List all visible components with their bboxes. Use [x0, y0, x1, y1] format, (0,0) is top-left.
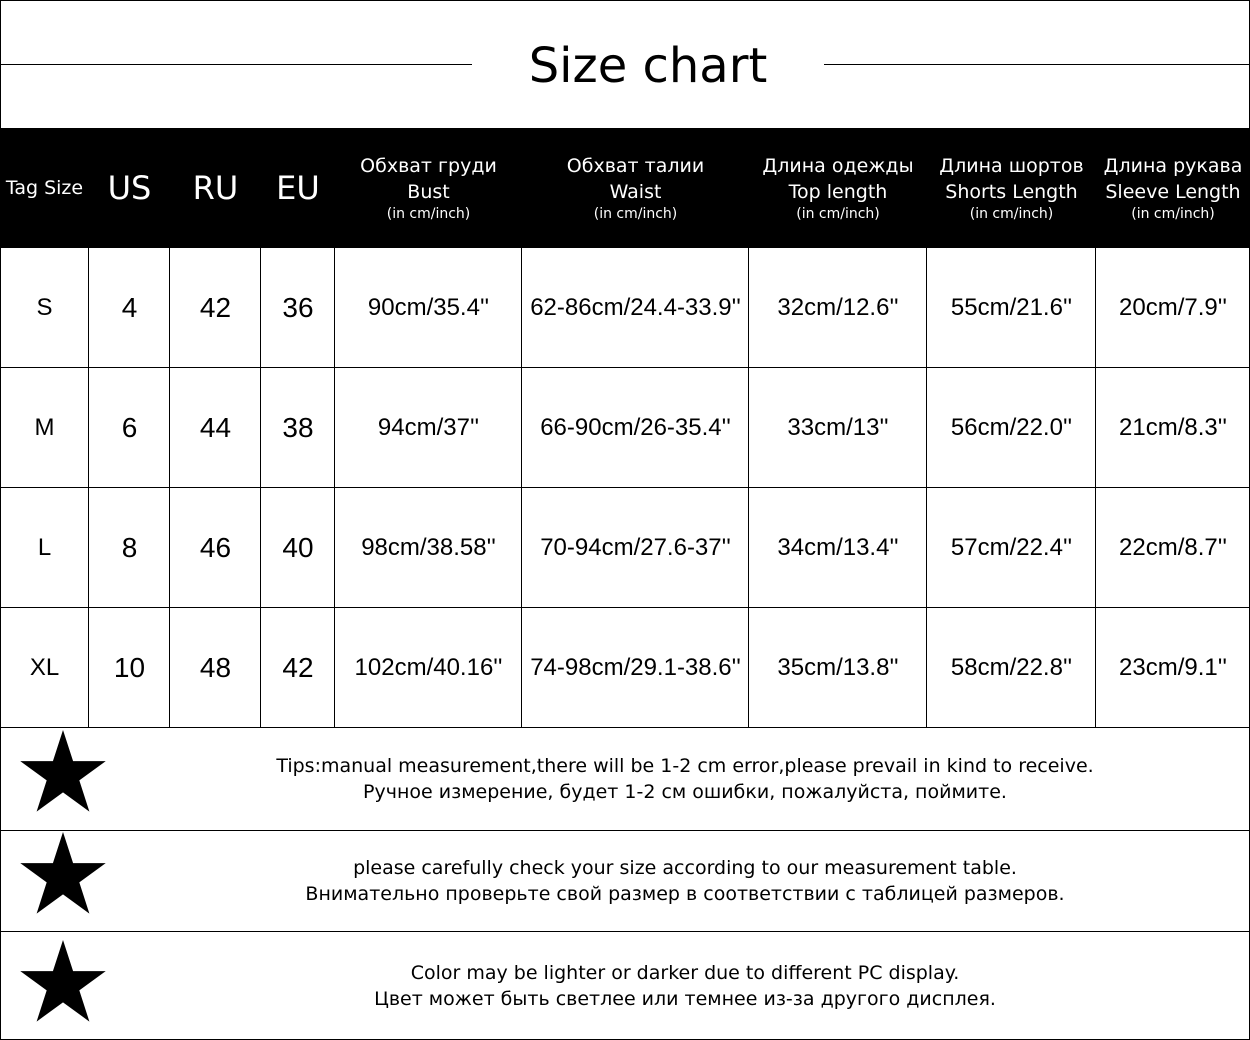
column-divider — [88, 248, 89, 728]
cell-bust: 90cm/35.4'' — [367, 293, 490, 321]
header-eu-label: EU — [276, 169, 320, 207]
header-ru — [170, 128, 261, 248]
table-row — [0, 608, 1250, 728]
cell-ru: 46 — [199, 531, 232, 563]
cell-eu: 38 — [282, 411, 314, 443]
column-divider — [748, 248, 749, 728]
header-us-label: US — [107, 169, 152, 207]
cell-shorts-length: 55cm/21.6'' — [950, 293, 1073, 321]
cell-sleeve-length: 21cm/8.3'' — [1119, 413, 1227, 441]
table-row — [0, 368, 1250, 488]
header-bust-unit: (in cm/inch) — [386, 206, 471, 222]
cell-eu: 40 — [282, 531, 314, 563]
cell-waist: 74-98cm/29.1-38.6'' — [530, 653, 741, 681]
header-bust-ru: Обхват груди — [360, 155, 497, 177]
tip-text-ru: Внимательно проверьте свой размер в соответствии с таблицей размеров. — [305, 883, 1065, 905]
header-bust-en: Bust — [407, 181, 450, 203]
title-rule-right — [824, 64, 1250, 65]
cell-tag: S — [36, 293, 53, 321]
cell-us: 6 — [121, 411, 138, 443]
cell-eu: 36 — [282, 291, 314, 323]
star-icon — [20, 940, 106, 1022]
header-sleeve-length-ru: Длина рукава — [1103, 155, 1243, 177]
header-tag-size — [0, 128, 89, 248]
title-area — [0, 0, 1250, 128]
table-row — [0, 488, 1250, 608]
header-top-length-en: Top length — [788, 181, 888, 203]
cell-tag: L — [37, 533, 52, 561]
header-shorts-length — [927, 128, 1096, 248]
title-rule-left — [0, 64, 472, 65]
cell-eu: 42 — [282, 651, 314, 683]
cell-top-length: 33cm/13'' — [787, 413, 889, 441]
header-shorts-length-en: Shorts Length — [945, 181, 1078, 203]
cell-sleeve-length: 22cm/8.7'' — [1119, 533, 1227, 561]
cell-ru: 44 — [199, 411, 232, 443]
cell-tag: M — [34, 413, 55, 441]
header-top-length-unit: (in cm/inch) — [796, 206, 880, 222]
tip-text-en: please carefully check your size according to our measurement table. — [353, 857, 1017, 879]
tip-text-ru: Цвет может быть светлее или темнее из-за другого дисплея. — [374, 987, 996, 1010]
header-shorts-length-unit: (in cm/inch) — [969, 206, 1054, 222]
size-table-header — [0, 128, 1250, 248]
tip-text — [120, 831, 1250, 931]
header-sleeve-length-en: Sleeve Length — [1105, 181, 1241, 203]
star-icon — [20, 730, 106, 812]
column-divider — [334, 248, 335, 728]
header-waist-en: Waist — [609, 181, 662, 203]
header-ru-label: RU — [192, 169, 239, 207]
header-waist-ru: Обхват талии — [566, 155, 705, 177]
tip-color-display — [0, 932, 1250, 1039]
cell-top-length: 32cm/12.6'' — [777, 293, 899, 321]
header-top-length — [749, 128, 927, 248]
cell-tag: XL — [29, 653, 60, 681]
tip-text — [120, 728, 1250, 830]
cell-us: 8 — [121, 531, 138, 563]
star-icon — [20, 832, 106, 914]
header-us — [89, 128, 170, 248]
cell-top-length: 35cm/13.8'' — [777, 653, 899, 681]
cell-ru: 48 — [199, 651, 232, 683]
cell-shorts-length: 57cm/22.4'' — [950, 533, 1073, 561]
tip-check-size — [0, 831, 1250, 932]
tip-text-en: Tips:manual measurement,there will be 1-2 cm error,please prevail in kind to receive. — [276, 755, 1094, 777]
page-title: Size chart — [528, 38, 768, 94]
header-eu — [261, 128, 335, 248]
header-bust — [335, 128, 522, 248]
header-waist-unit: (in cm/inch) — [593, 206, 678, 222]
cell-waist: 66-90cm/26-35.4'' — [540, 413, 731, 441]
cell-ru: 42 — [199, 291, 232, 323]
header-top-length-ru: Длина одежды — [762, 155, 914, 177]
cell-bust: 94cm/37'' — [377, 413, 480, 441]
size-table-body — [0, 248, 1250, 728]
cell-waist: 70-94cm/27.6-37'' — [540, 533, 731, 561]
tip-measurement-error — [0, 728, 1250, 831]
column-divider — [260, 248, 261, 728]
column-divider — [169, 248, 170, 728]
header-sleeve-length-unit: (in cm/inch) — [1131, 206, 1215, 222]
cell-us: 4 — [121, 291, 138, 323]
column-divider — [521, 248, 522, 728]
cell-waist: 62-86cm/24.4-33.9'' — [530, 293, 741, 321]
cell-us: 10 — [113, 651, 146, 683]
cell-shorts-length: 58cm/22.8'' — [950, 653, 1073, 681]
cell-sleeve-length: 23cm/9.1'' — [1119, 653, 1227, 681]
column-divider — [926, 248, 927, 728]
header-shorts-length-ru: Длина шортов — [939, 155, 1084, 177]
cell-sleeve-length: 20cm/7.9'' — [1119, 293, 1227, 321]
tip-text — [120, 932, 1250, 1039]
table-row — [0, 248, 1250, 368]
header-tag-size-label: Tag Size — [5, 177, 84, 199]
cell-top-length: 34cm/13.4'' — [777, 533, 899, 561]
tip-text-ru: Ручное измерение, будет 1-2 см ошибки, пожалуйста, поймите. — [363, 781, 1007, 803]
cell-bust: 102cm/40.16'' — [354, 653, 503, 681]
column-divider — [1095, 248, 1096, 728]
header-sleeve-length — [1096, 128, 1250, 248]
cell-bust: 98cm/38.58'' — [361, 533, 496, 561]
header-waist — [522, 128, 749, 248]
tip-text-en: Color may be lighter or darker due to different PC display. — [410, 961, 960, 984]
cell-shorts-length: 56cm/22.0'' — [950, 413, 1073, 441]
